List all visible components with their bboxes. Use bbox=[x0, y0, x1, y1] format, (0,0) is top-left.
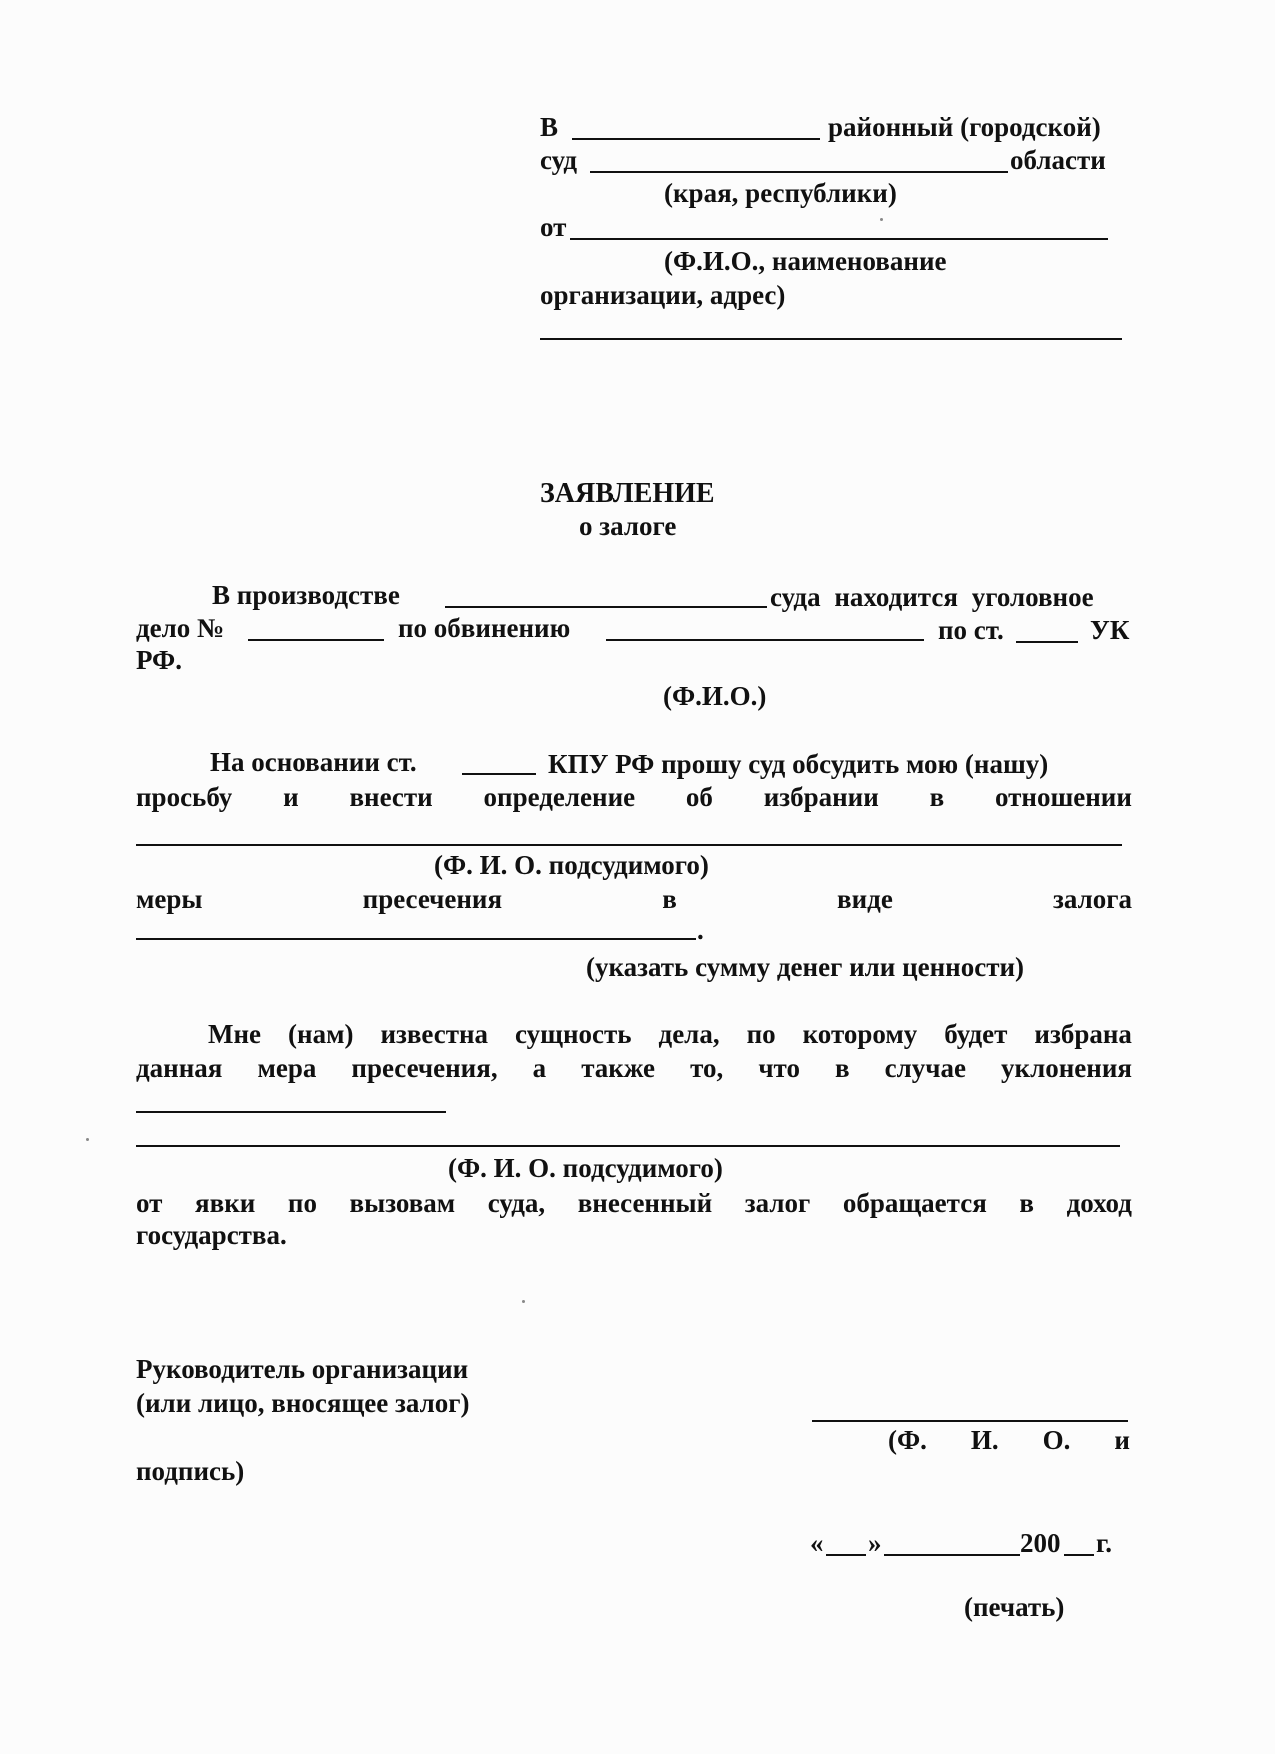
word: в bbox=[662, 884, 677, 914]
request-line-2 bbox=[136, 784, 1132, 811]
defendant-blank-1 bbox=[136, 844, 1122, 846]
signature-note-end: подпись) bbox=[136, 1456, 245, 1486]
word: (Ф. bbox=[888, 1425, 927, 1455]
court-name-blank bbox=[572, 138, 820, 140]
word: (нам) bbox=[288, 1019, 354, 1049]
p1-court-has-case: суда находится уголовное bbox=[770, 582, 1094, 612]
signature-blank bbox=[812, 1420, 1128, 1422]
word: данная bbox=[136, 1053, 223, 1083]
awareness-line-1 bbox=[208, 1021, 1132, 1048]
to-prefix: В bbox=[540, 112, 559, 142]
word: в bbox=[929, 782, 945, 812]
word: доход bbox=[1066, 1188, 1132, 1218]
word: меры bbox=[136, 884, 203, 914]
word: избрана bbox=[1034, 1019, 1132, 1049]
article-label: по ст. bbox=[938, 615, 1004, 645]
region-label: области bbox=[1010, 145, 1106, 175]
scan-speck bbox=[880, 218, 883, 221]
word: пресечения bbox=[362, 884, 503, 914]
word: об bbox=[685, 782, 713, 812]
word: вызовам bbox=[349, 1188, 456, 1218]
word: И. bbox=[970, 1425, 999, 1455]
court-blank-2 bbox=[445, 606, 767, 608]
signer-title-2: (или лицо, вносящее залог) bbox=[136, 1388, 470, 1418]
accused-label: по обвинению bbox=[398, 613, 571, 643]
word: а bbox=[532, 1053, 547, 1083]
word: внести bbox=[349, 782, 433, 812]
from-label: от bbox=[540, 212, 567, 242]
word: отношении bbox=[994, 782, 1132, 812]
article-blank bbox=[1016, 641, 1078, 643]
scan-speck bbox=[522, 1300, 525, 1303]
region-note: (края, республики) bbox=[664, 178, 897, 208]
word: в bbox=[835, 1053, 850, 1083]
word: избрании bbox=[763, 782, 879, 812]
document-title: ЗАЯВЛЕНИЕ bbox=[540, 478, 715, 509]
word: залог bbox=[744, 1188, 811, 1218]
word: будет bbox=[944, 1019, 1008, 1049]
word: явки bbox=[195, 1188, 256, 1218]
awareness-line-2 bbox=[136, 1055, 1132, 1082]
evasion-blank-1 bbox=[136, 1111, 446, 1113]
fio-note-1: (Ф.И.О., наименование bbox=[664, 246, 947, 276]
date-quote-close: » bbox=[868, 1528, 882, 1558]
request-text: КПУ РФ прошу суд обсудить мою (нашу) bbox=[548, 749, 1049, 779]
word: виде bbox=[837, 884, 893, 914]
word: по bbox=[287, 1188, 317, 1218]
word: также bbox=[581, 1053, 656, 1083]
word: которому bbox=[802, 1019, 918, 1049]
scan-speck bbox=[86, 1138, 89, 1141]
district-court-label: районный (городской) bbox=[828, 112, 1101, 142]
seal-note: (печать) bbox=[964, 1592, 1065, 1622]
defendant-note-2: (Ф. И. О. подсудимого) bbox=[448, 1153, 723, 1183]
region-blank bbox=[590, 171, 1008, 173]
year-suffix: г. bbox=[1096, 1528, 1112, 1558]
word: по bbox=[746, 1019, 776, 1049]
word: суда, bbox=[487, 1188, 546, 1218]
defendant-note-1: (Ф. И. О. подсудимого) bbox=[434, 850, 709, 880]
amount-note: (указать сумму денег или ценности) bbox=[586, 952, 1025, 982]
word: внесенный bbox=[577, 1188, 713, 1218]
word: от bbox=[136, 1188, 163, 1218]
p1-in-production: В производстве bbox=[212, 580, 400, 610]
year-prefix: 200 bbox=[1020, 1528, 1061, 1558]
court-label: суд bbox=[540, 145, 578, 175]
fio-note-2: организации, адрес) bbox=[540, 280, 786, 310]
forfeit-line-end: государства. bbox=[136, 1220, 287, 1250]
word: то, bbox=[690, 1053, 724, 1083]
basis-article-blank bbox=[462, 773, 536, 775]
word: О. bbox=[1042, 1425, 1071, 1455]
case-no-label: дело № bbox=[136, 613, 225, 643]
word: просьбу bbox=[136, 782, 233, 812]
word: залога bbox=[1053, 884, 1132, 914]
word: дела, bbox=[658, 1019, 720, 1049]
year-blank bbox=[1064, 1554, 1094, 1556]
word: определение bbox=[483, 782, 636, 812]
word: Мне bbox=[208, 1019, 262, 1049]
document-subtitle: о залоге bbox=[579, 511, 677, 541]
accused-blank bbox=[606, 639, 924, 641]
word: пресечения, bbox=[351, 1053, 498, 1083]
word: известна bbox=[380, 1019, 489, 1049]
measure-line bbox=[136, 886, 1132, 913]
word: сущность bbox=[515, 1019, 632, 1049]
word: уклонения bbox=[1001, 1053, 1132, 1083]
address-blank bbox=[540, 338, 1122, 340]
word: мера bbox=[257, 1053, 317, 1083]
word: обращается bbox=[842, 1188, 987, 1218]
month-blank bbox=[884, 1554, 1020, 1556]
basis-label: На основании ст. bbox=[210, 747, 417, 777]
forfeit-line bbox=[136, 1190, 1132, 1217]
word: и bbox=[283, 782, 299, 812]
word: в bbox=[1019, 1188, 1034, 1218]
amount-blank bbox=[136, 938, 696, 940]
criminal-code-label: УК bbox=[1090, 615, 1130, 645]
signer-title-1: Руководитель организации bbox=[136, 1354, 469, 1384]
day-blank bbox=[826, 1554, 866, 1556]
rf-label: РФ. bbox=[136, 645, 182, 675]
signature-fio-note bbox=[888, 1427, 1130, 1454]
case-no-blank bbox=[248, 639, 384, 641]
amount-period: . bbox=[697, 915, 704, 945]
word: и bbox=[1114, 1425, 1130, 1455]
evasion-blank-2 bbox=[136, 1145, 1120, 1147]
word: что bbox=[758, 1053, 800, 1083]
word: случае bbox=[884, 1053, 966, 1083]
fio-note-p1: (Ф.И.О.) bbox=[663, 681, 767, 711]
applicant-blank bbox=[570, 238, 1108, 240]
date-quote-open: « bbox=[810, 1528, 824, 1558]
